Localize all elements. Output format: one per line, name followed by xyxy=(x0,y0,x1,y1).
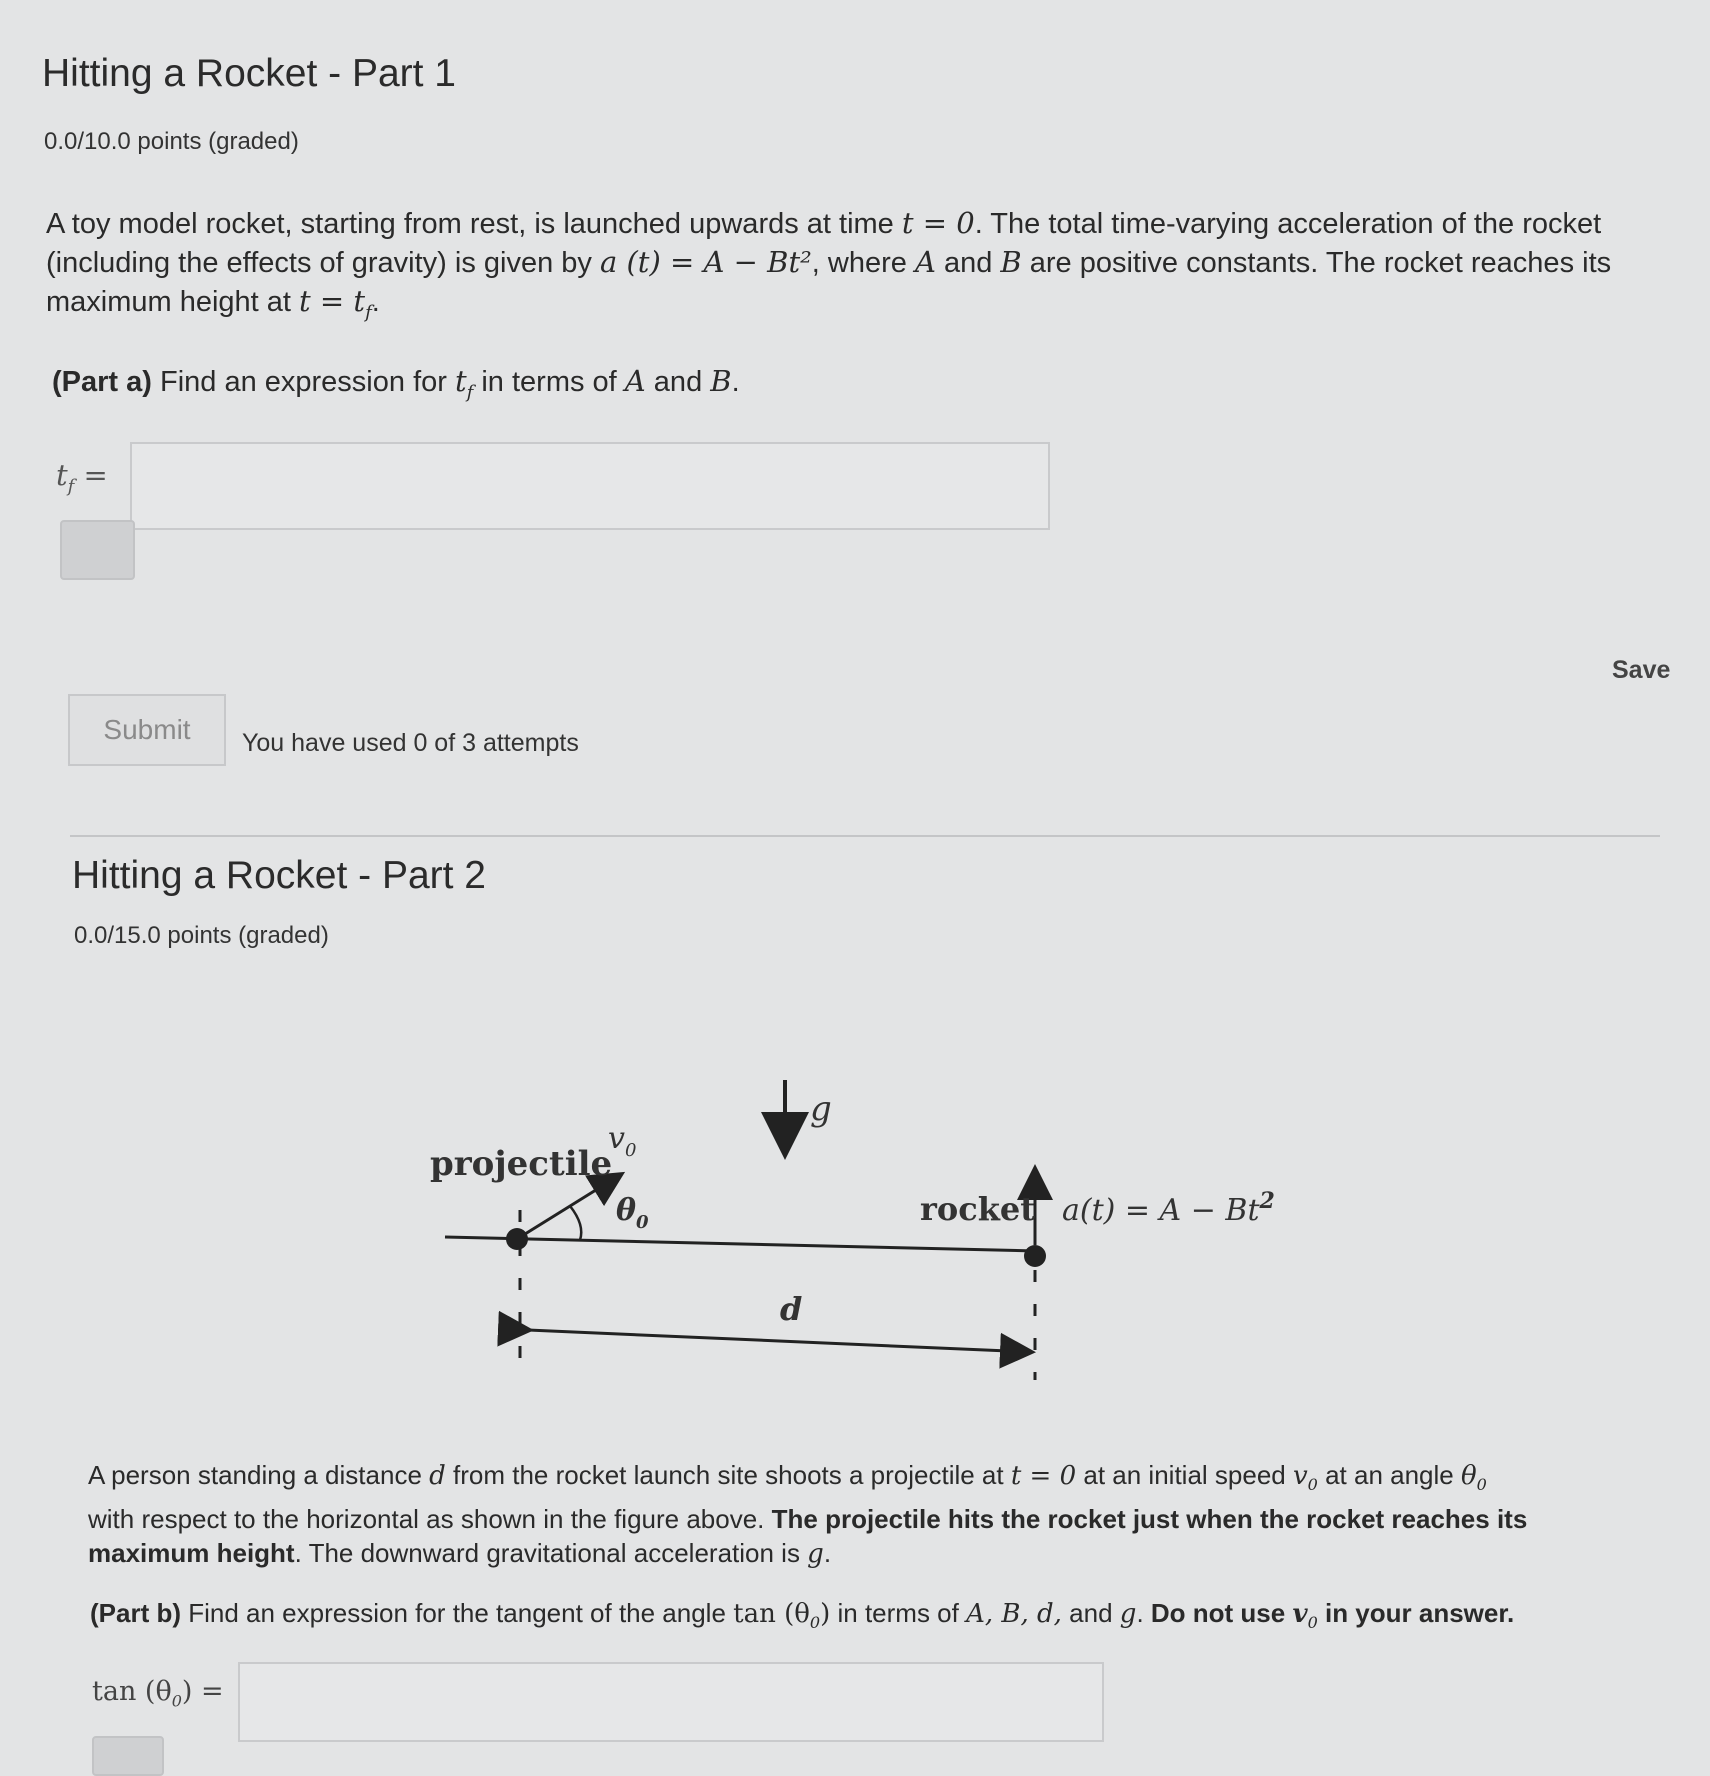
label-theta0: $\theta_0$ xyxy=(616,1193,649,1233)
part2-question: (Part b) Find an expression for the tangent of the angle $\tan (\theta_0)$ in terms of A, B, d, and g. Do not use $v_0$ in your answer. xyxy=(90,1598,1515,1633)
part1-input-label: $t_f$ = xyxy=(56,458,108,497)
part2-title: Hitting a Rocket - Part 2 xyxy=(72,854,486,897)
velocity-arrow xyxy=(517,1175,620,1239)
label-rocket: rocket xyxy=(920,1190,1035,1228)
angle-arc xyxy=(570,1206,581,1240)
part2-problem-text: A person standing a distance d from the rocket launch site shoots a projectile at t = 0 at an initial speed $v_0$ at an angle $\theta_0$ with respect to the horizontal as shown in the figure above. The projectile hits the rocket just when the rocket reaches its maximum height. The downward gravitational acceleration is g. xyxy=(88,1460,1528,1570)
label-projectile: projectile xyxy=(430,1144,613,1184)
submit-button[interactable]: Submit xyxy=(68,694,226,766)
part2-points: 0.0/15.0 points (graded) xyxy=(74,922,329,949)
part1-problem-text: A toy model rocket, starting from rest, is launched upwards at time t = 0. The total time-varying acceleration of the rocket (including the effects of gravity) is given by a (t) = A − Bt², where A and B are positive constants. The rocket reaches its maximum height at $t = t_f$. xyxy=(46,206,1612,323)
part1-preview-button[interactable] xyxy=(60,520,135,580)
label-v0: $v_0$ xyxy=(608,1121,637,1161)
label-d: d xyxy=(780,1290,803,1328)
label-accel: $a(t) = A - Bt^2$ xyxy=(1062,1188,1275,1228)
section-divider xyxy=(70,835,1660,837)
part1-question: (Part a) Find an expression for $t_f$ in terms of A and B. xyxy=(52,364,740,403)
part1-answer-input[interactable] xyxy=(130,442,1050,530)
projectile-rocket-figure xyxy=(420,1060,1320,1390)
rocket-dot xyxy=(1024,1245,1046,1267)
part2-preview-button[interactable] xyxy=(92,1736,164,1776)
part2-input-label: $\tan (\theta_0)$ = xyxy=(92,1676,224,1711)
attempts-text: You have used 0 of 3 attempts xyxy=(242,729,579,757)
label-g: g xyxy=(810,1089,832,1129)
part2-answer-input[interactable] xyxy=(238,1662,1104,1742)
ground-line xyxy=(445,1237,1037,1251)
part1-title: Hitting a Rocket - Part 1 xyxy=(42,52,456,95)
part1-points: 0.0/10.0 points (graded) xyxy=(44,128,299,155)
distance-arrow xyxy=(528,1330,1030,1352)
save-button[interactable]: Save xyxy=(1612,656,1671,684)
